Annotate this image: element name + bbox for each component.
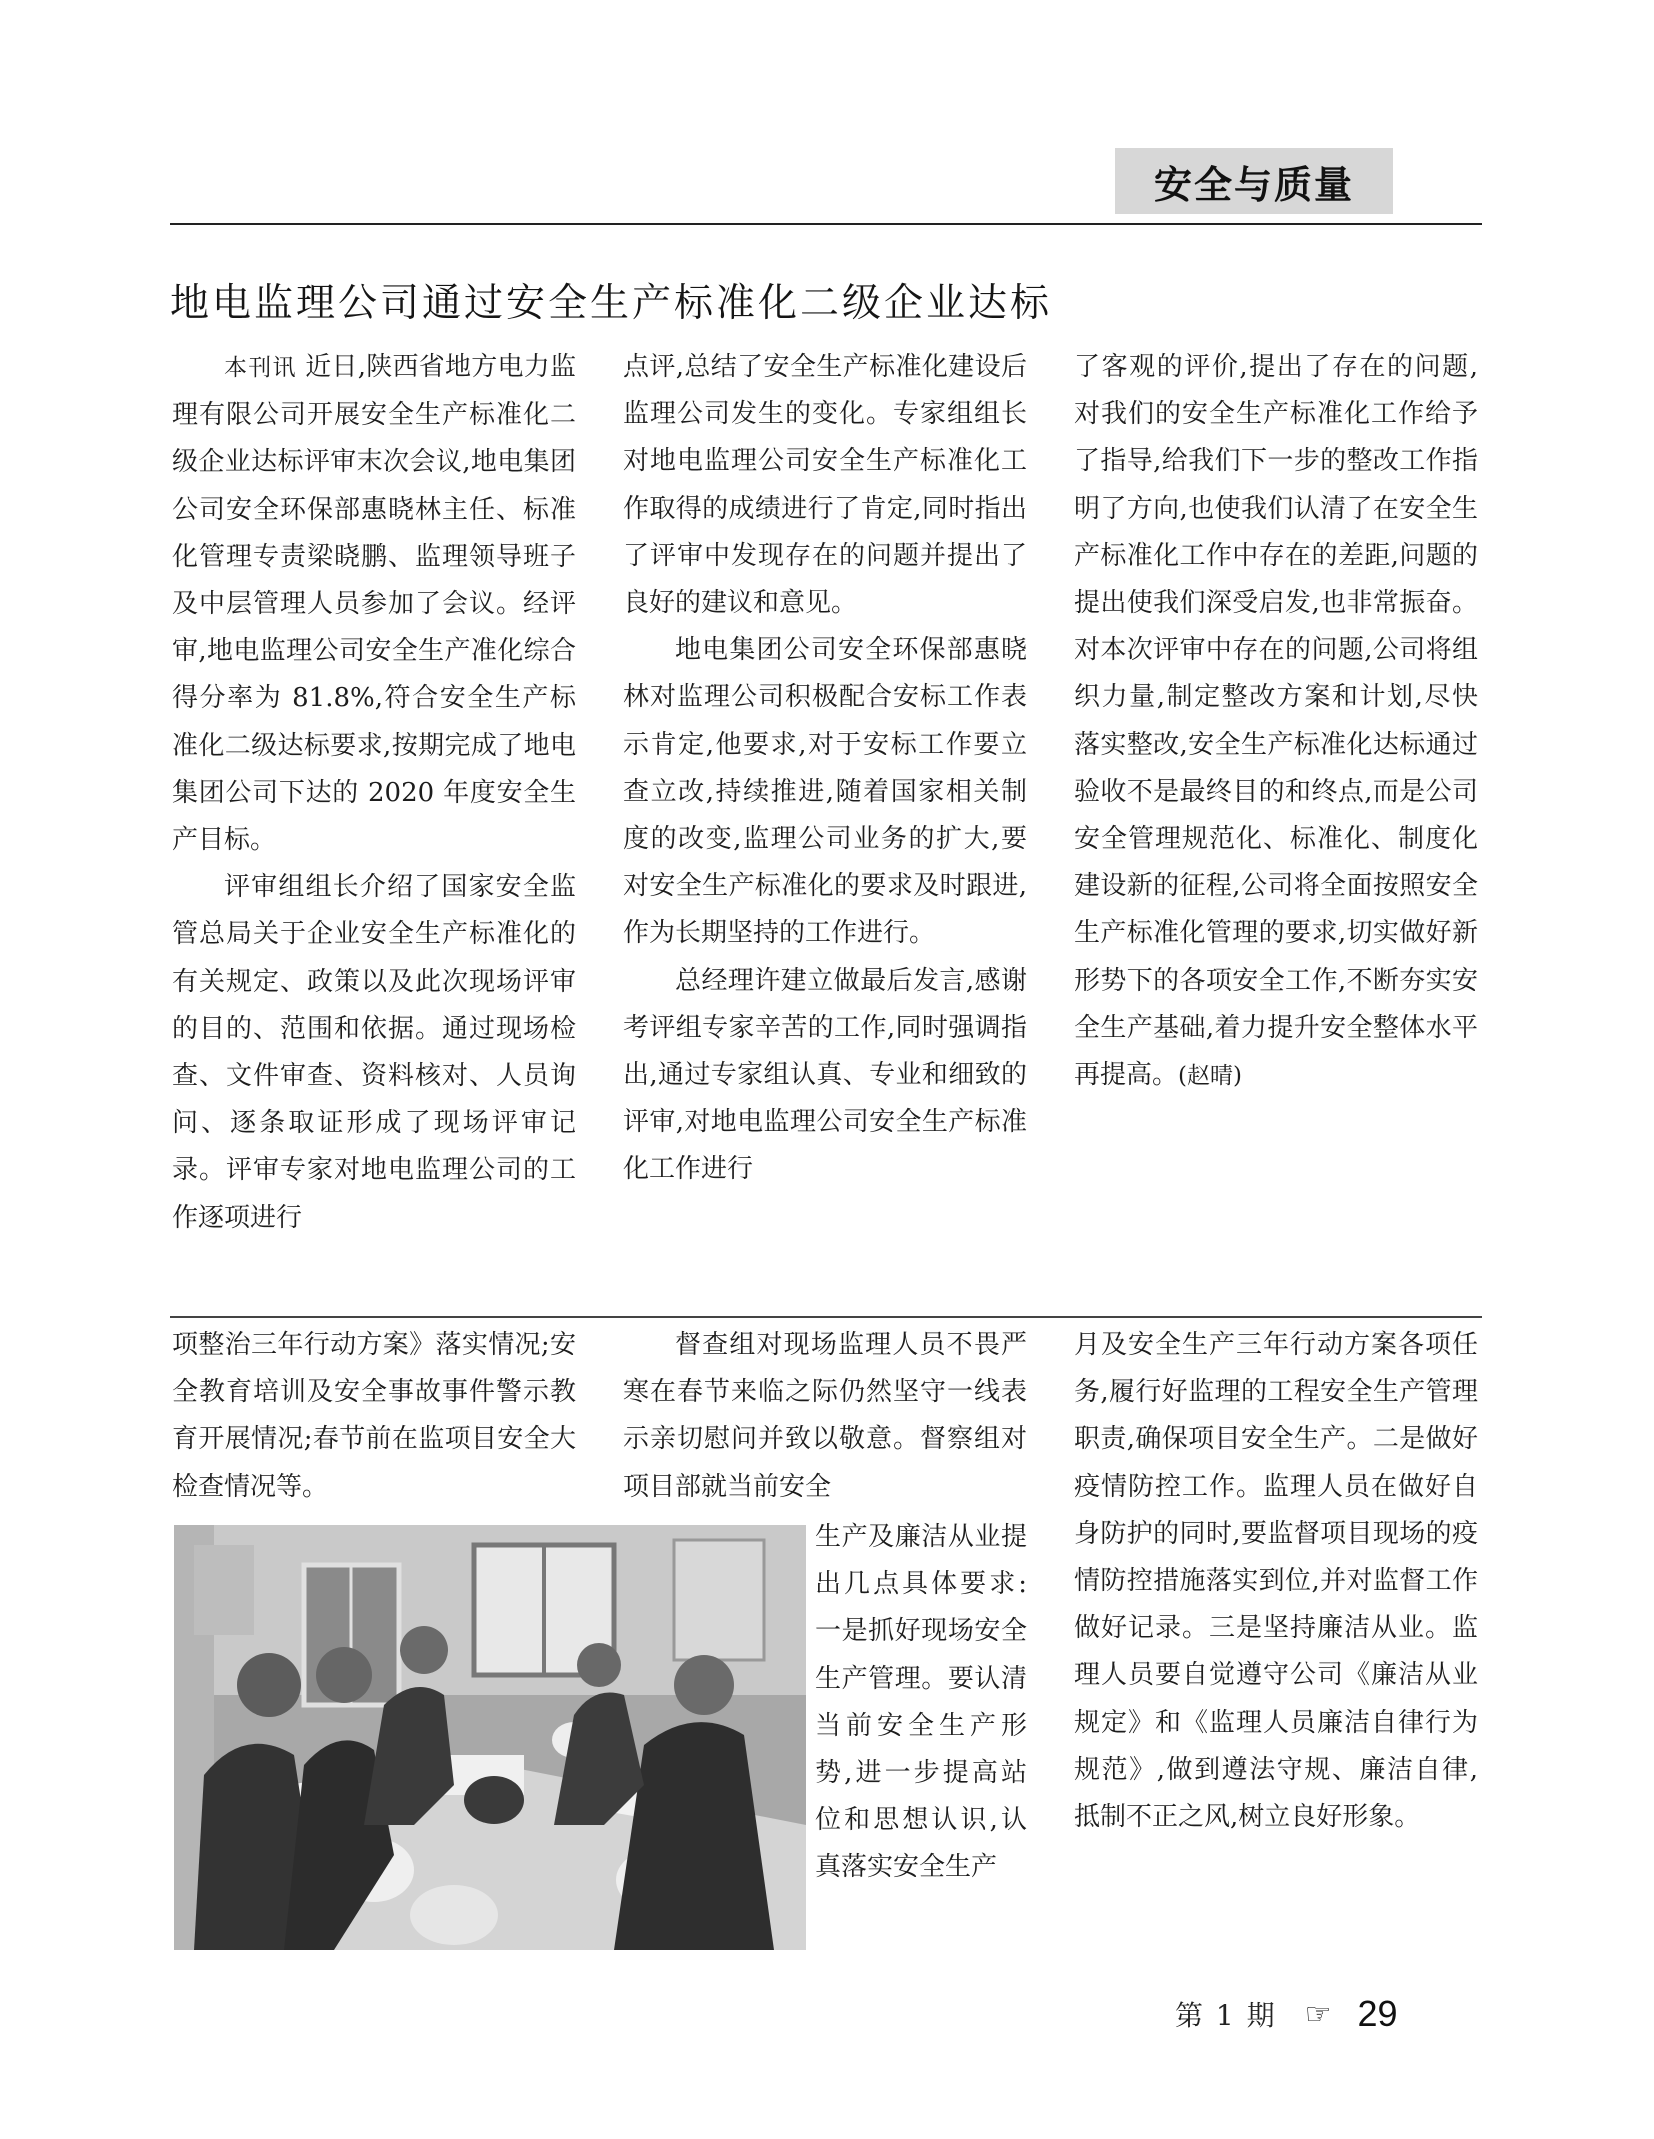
paragraph: 生产及廉洁从业提出几点具体要求:一是抓好现场安全生产管理。要认清当前安全生产形势,进一步提高站位和思想认识,认真落实安全生产 [815, 1522, 1027, 1883]
continued-column-2 [623, 1322, 1027, 1511]
section-tab [1115, 148, 1393, 214]
inspection-meeting-photo [174, 1525, 806, 1950]
paragraph [172, 344, 576, 864]
paragraph: 点评,总结了安全生产标准化建设后监理公司发生的变化。专家组组长对地电监理公司安全生产标准化工作取得的成绩进行了肯定,同时指出了评审中发现存在的问题并提出了良好的建议和意见。 [623, 352, 1027, 619]
kicker: 本刊讯 [224, 355, 297, 381]
paragraph-text: 了客观的评价,提出了存在的问题,对我们的安全生产标准化工作给予了指导,给我们下一步的整改工作指明了方向,也使我们认清了在安全生产标准化工作中存在的差距,问题的提出使我们深受启发,也非常振奋。对本次评审中存在的问题,公司将组织力量,制定整改方案和计划,尽快落实整改,安全生产标准化达标通过验收不是最终目的和终点,而是公司安全管理规范化、标准化、制度化建设新的征程,公司将全面按照安全生产标准化管理的要求,切实做好新形势下的各项安全工作,不断夯实安全生产基础,着力提升安全整体水平再提高。 [1074, 352, 1478, 1091]
article-column-2 [623, 344, 1027, 1194]
paragraph-text: 近日,陕西省地方电力监理有限公司开展安全生产标准化二级企业达标评审末次会议,地电集团公司安全环保部惠晓林主任、标准化管理专责梁晓鹏、监理领导班子及中层管理人员参加了会议。经评审,地电监理公司安全生产准化综合得分率为 81.8%,符合安全生产标准化二级达标要求,按期完成了地电集团公司下达的 2020 年度安全生产目标。 [172, 352, 577, 856]
article-title: 地电监理公司通过安全生产标准化二级企业达标 [170, 281, 1053, 326]
paragraph [1074, 344, 1478, 1100]
page-footer [1175, 1993, 1398, 2035]
photo-wrap-text [815, 1514, 1027, 1892]
paragraph: 项整治三年行动方案》落实情况;安全教育培训及安全事故事件警示教育开展情况;春节前在监项目安全大检查情况等。 [172, 1330, 576, 1502]
continued-column-3 [1074, 1322, 1478, 1841]
pointing-hand-icon: ☞ [1304, 1996, 1332, 2032]
paragraph: 地电集团公司安全环保部惠晓林对监理公司积极配合安标工作表示肯定,他要求,对于安标工作要立查立改,持续推进,随着国家相关制度的改变,监理公司业务的扩大,要对安全生产标准化的要求及时跟进,作为长期坚持的工作进行。 [623, 635, 1027, 949]
issue-label: 第 1 期 [1175, 1999, 1277, 2032]
paragraph: 督查组对现场监理人员不畏严寒在春节来临之际仍然坚守一线表示亲切慰问并致以敬意。督察组对项目部就当前安全 [623, 1330, 1027, 1502]
paragraph: 月及安全生产三年行动方案各项任务,履行好监理的工程安全生产管理职责,确保项目安全生产。二是做好疫情防控工作。监理人员在做好自身防护的同时,要监督项目现场的疫情防控措施落实到位,并对监督工作做好记录。三是坚持廉洁从业。监理人员要自觉遵守公司《廉洁从业规定》和《监理人员廉洁自律行为规范》,做到遵法守规、廉洁自律,抵制不正之风,树立良好形象。 [1074, 1330, 1478, 1833]
byline: (赵晴) [1178, 1063, 1242, 1090]
article-column-3 [1074, 344, 1478, 1100]
page-number: 29 [1357, 1993, 1398, 2034]
paragraph: 总经理许建立做最后发言,感谢考评组专家辛苦的工作,同时强调指出,通过专家组认真、专业和细致的评审,对地电监理公司安全生产标准化工作进行 [623, 965, 1027, 1185]
article-column-1 [172, 344, 576, 1242]
section-title: 安全与质量 [1153, 162, 1354, 207]
paragraph: 评审组组长介绍了国家安全监管总局关于企业安全生产标准化的有关规定、政策以及此次现场评审的目的、范围和依据。通过现场检查、文件审查、资料核对、人员询问、逐条取证形成了现场评审记录。评审专家对地电监理公司的工作逐项进行 [172, 872, 576, 1233]
continued-column-1 [172, 1322, 576, 1511]
section-divider [170, 1316, 1482, 1318]
header-rule [170, 223, 1482, 225]
